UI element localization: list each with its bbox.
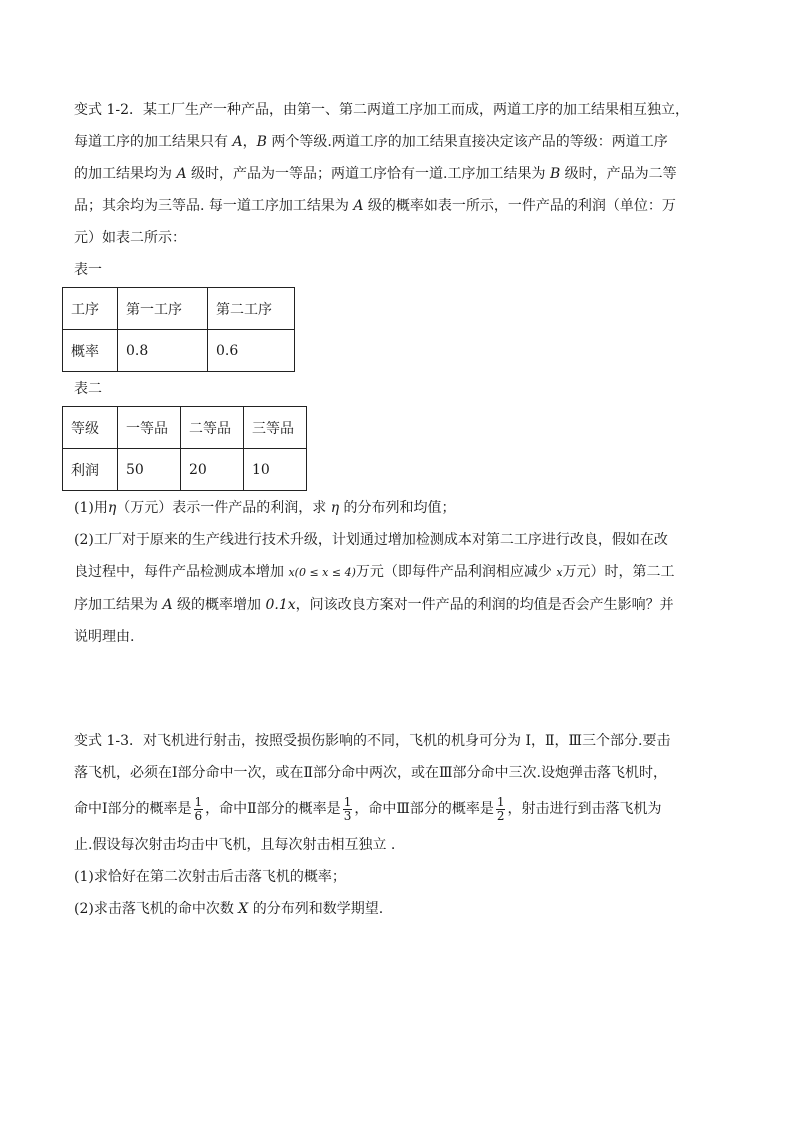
problem-2-line-1: 变式 1-3．对飞机进行射击，按照受损伤影响的不同，飞机的机身可分为 Ⅰ，Ⅱ，Ⅲ三个部分.要击	[74, 733, 671, 749]
table-2-caption: 表二	[74, 381, 102, 397]
question-2-2: (2)求击落飞机的命中次数 X 的分布列和数学期望.	[74, 901, 384, 917]
problem-1-line-3: 的加工结果均为 A 级时，产品为一等品；两道工序恰有一道.工序加工结果为 B 级时，产品为二等	[74, 166, 677, 182]
table-1	[62, 287, 295, 372]
table-cell: 0.8	[118, 330, 208, 372]
table-2-caption-block	[74, 373, 734, 405]
table-1-data-row	[63, 330, 295, 372]
problem-1-line-4: 品；其余均为三等品. 每一道工序加工结果为 A 级的概率如表一所示，一件产品的利润（单位：万	[74, 198, 676, 214]
question-1-2-line-2: 良过程中，每件产品检测成本增加 x(0 ≤ x ≤ 4)万元（即每件产品利润相应减少 x万元）时，第二工	[74, 564, 675, 580]
table-cell: 50	[118, 449, 181, 491]
table-cell: 利润	[63, 449, 118, 491]
problem-1	[74, 94, 734, 286]
problem-2-line-3: 命中Ⅰ部分的概率是 $\frac{1}{6}$ ，命中Ⅱ部分的概率是 $\frac{1}{3}$ ，命中Ⅲ部分的概率是 $\frac{1}{2}$ ，射击进行到击落飞机为	[74, 794, 662, 823]
table-1-header-row	[63, 288, 295, 330]
question-1-2-line-3: 序加工结果为 A 级的概率增加 0.1x，问该改良方案对一件产品的利润的均值是否会产生影响？并	[74, 597, 674, 613]
question-1-2-line-4: 说明理由.	[74, 629, 135, 645]
question-1-2-line-1: (2)工厂对于原来的生产线进行技术升级，计划通过增加检测成本对第二工序进行改良，假如在改	[74, 532, 668, 548]
table-1-caption: 表一	[74, 262, 102, 278]
table-cell: 第一工序	[118, 288, 208, 330]
problem-2	[74, 725, 734, 925]
problem-1-questions	[74, 492, 734, 653]
problem-1-line-5: 元）如表二所示：	[74, 230, 186, 246]
question-2-1: (1)求恰好在第二次射击后击落飞机的概率；	[74, 869, 346, 885]
table-cell: 一等品	[118, 407, 181, 449]
table-2	[62, 406, 307, 491]
problem-2-title: 变式 1-3．	[74, 733, 143, 749]
table-cell: 20	[181, 449, 244, 491]
problem-2-line-4: 止.假设每次射击均击中飞机，且每次射击相互独立 .	[74, 837, 396, 853]
table-cell: 三等品	[244, 407, 307, 449]
table-cell: 第二工序	[208, 288, 295, 330]
problem-2-line-2: 落飞机，必须在Ⅰ部分命中一次，或在Ⅱ部分命中两次，或在Ⅲ部分命中三次.设炮弹击落飞机时，	[74, 765, 667, 781]
table-2-header-row	[63, 407, 307, 449]
table-cell: 工序	[63, 288, 118, 330]
table-cell: 等级	[63, 407, 118, 449]
question-1-1: (1)用η（万元）表示一件产品的利润，求 η 的分布列和均值；	[74, 500, 456, 516]
problem-1-line-1: 变式 1-2．某工厂生产一种产品，由第一、第二两道工序加工而成，两道工序的加工结果相互独立，	[74, 102, 689, 118]
fraction-one-third: $\frac{1}{3}$	[343, 794, 352, 823]
problem-1-line-2: 每道工序的加工结果只有 A，B 两个等级.两道工序的加工结果直接决定该产品的等级：两道工序	[74, 134, 668, 150]
table-2-data-row	[63, 449, 307, 491]
fraction-one-sixth: $\frac{1}{6}$	[194, 794, 203, 823]
fraction-one-half: $\frac{1}{2}$	[496, 794, 505, 823]
problem-1-title: 变式 1-2．	[74, 102, 143, 118]
table-cell: 0.6	[208, 330, 295, 372]
table-cell: 10	[244, 449, 307, 491]
table-cell: 概率	[63, 330, 118, 372]
table-cell: 二等品	[181, 407, 244, 449]
